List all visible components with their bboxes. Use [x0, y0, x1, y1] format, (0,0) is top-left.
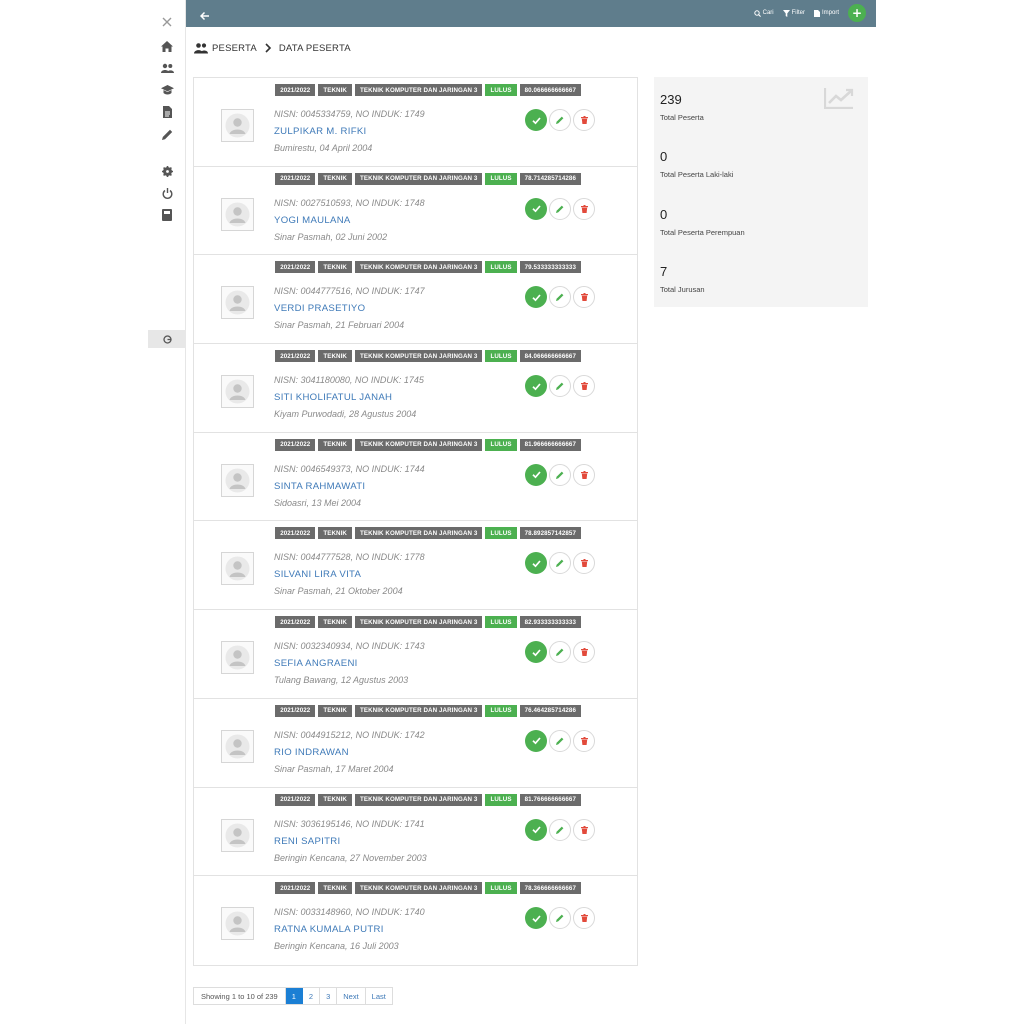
action-group	[525, 552, 595, 574]
trash-icon	[581, 914, 588, 922]
nisn-line	[274, 730, 425, 740]
participant-info	[274, 641, 425, 685]
score-badge: 80.066666666667	[520, 84, 581, 96]
delete-button[interactable]	[573, 907, 595, 929]
logout-icon[interactable]	[148, 330, 186, 348]
trash-icon	[581, 382, 588, 390]
no-induk-text: , NO INDUK: 1745	[349, 375, 424, 386]
birth-place-date: Tulang Bawang, 12 Agustus 2003	[274, 675, 409, 686]
action-group	[525, 730, 595, 752]
year-badge: 2021/2022	[275, 173, 315, 185]
trash-icon	[581, 471, 588, 479]
participant-card	[194, 255, 637, 344]
user-placeholder-icon	[225, 202, 250, 227]
approve-button[interactable]	[525, 109, 547, 131]
major-badge: TEKNIK KOMPUTER DAN JARINGAN 3	[355, 350, 482, 362]
avatar	[221, 552, 254, 585]
check-icon	[532, 293, 541, 302]
participant-info	[274, 198, 425, 242]
page-2-button[interactable]: 2	[303, 988, 320, 1004]
no-induk-text: , NO INDUK: 1743	[350, 641, 425, 652]
badge-group	[275, 705, 581, 717]
participant-card	[194, 610, 637, 699]
year-badge: 2021/2022	[275, 84, 315, 96]
badge-group	[275, 261, 581, 273]
trash-icon	[581, 648, 588, 656]
year-badge: 2021/2022	[275, 616, 315, 628]
add-button[interactable]: +	[848, 4, 866, 22]
major-badge: TEKNIK KOMPUTER DAN JARINGAN 3	[355, 261, 482, 273]
participant-card	[194, 344, 637, 433]
birth-place-date: Bumirestu, 04 April 2004	[274, 143, 373, 153]
user-placeholder-icon	[225, 468, 250, 493]
no-induk-text: , NO INDUK: 1742	[350, 729, 425, 740]
edit-button[interactable]	[549, 819, 571, 841]
nisn-text: NISN: 0033148960	[274, 907, 351, 918]
approve-button[interactable]	[525, 819, 547, 841]
participant-info	[274, 907, 425, 951]
edit-button[interactable]	[549, 907, 571, 929]
delete-button[interactable]	[573, 109, 595, 131]
no-induk-text: , NO INDUK: 1778	[350, 552, 425, 563]
nisn-text: NISN: 0027510593	[274, 197, 351, 208]
arrow-left-icon[interactable]	[200, 6, 214, 20]
stats-panel	[654, 77, 868, 307]
participant-card	[194, 167, 637, 256]
chevron-right-icon	[264, 43, 272, 53]
participant-card	[194, 699, 637, 788]
participant-name-link[interactable]: YOGI MAULANA	[274, 214, 351, 226]
filter-button[interactable]	[783, 10, 805, 17]
participant-card	[194, 78, 637, 167]
users-icon	[194, 42, 208, 54]
major-badge: TEKNIK KOMPUTER DAN JARINGAN 3	[355, 705, 482, 717]
approve-button[interactable]	[525, 198, 547, 220]
approve-button[interactable]	[525, 375, 547, 397]
pagination	[193, 987, 393, 1005]
participant-card	[194, 876, 637, 965]
home-icon[interactable]	[148, 36, 186, 56]
user-placeholder-icon	[225, 290, 250, 315]
major-badge: TEKNIK KOMPUTER DAN JARINGAN 3	[355, 84, 482, 96]
participant-name-link[interactable]: SINTA RAHMAWATI	[274, 480, 366, 492]
badge-group	[275, 616, 581, 628]
nisn-line	[274, 819, 427, 829]
edit-button[interactable]	[549, 109, 571, 131]
nisn-line	[274, 198, 425, 208]
score-badge: 81.966666666667	[520, 439, 581, 451]
participant-info	[274, 109, 425, 153]
pencil-icon	[556, 648, 564, 656]
year-badge: 2021/2022	[275, 261, 315, 273]
participant-info	[274, 286, 425, 330]
badge-group	[275, 439, 581, 451]
field-badge: TEKNIK	[318, 84, 352, 96]
avatar	[221, 907, 254, 940]
approve-button[interactable]	[525, 464, 547, 486]
user-placeholder-icon	[225, 113, 250, 138]
trash-icon	[581, 116, 588, 124]
action-group	[525, 109, 595, 131]
badge-group	[275, 527, 581, 539]
participant-info	[274, 552, 425, 596]
birth-place-date: Sinar Pasmah, 17 Maret 2004	[274, 763, 394, 774]
status-badge: LULUS	[485, 84, 516, 96]
user-placeholder-icon	[225, 911, 250, 936]
search-button[interactable]	[754, 10, 774, 17]
stat-value: 0	[660, 149, 668, 164]
edit-button[interactable]	[549, 641, 571, 663]
score-badge: 78.714285714286	[520, 173, 581, 185]
field-badge: TEKNIK	[318, 439, 352, 451]
trash-icon	[581, 559, 588, 567]
birth-place-date: Beringin Kencana, 27 November 2003	[274, 852, 427, 863]
stat-value: 239	[660, 92, 682, 107]
delete-button[interactable]	[573, 819, 595, 841]
birth-place-date: Sinar Pasmah, 21 Februari 2004	[274, 320, 405, 331]
delete-button[interactable]	[573, 641, 595, 663]
edit-button[interactable]	[549, 375, 571, 397]
user-placeholder-icon	[225, 379, 250, 404]
trash-icon	[581, 737, 588, 745]
score-badge: 81.766666666667	[520, 794, 581, 806]
major-badge: TEKNIK KOMPUTER DAN JARINGAN 3	[355, 616, 482, 628]
user-placeholder-icon	[225, 823, 250, 848]
breadcrumb	[194, 42, 351, 54]
graduation-cap-icon[interactable]	[148, 80, 186, 100]
score-badge: 82.933333333333	[520, 616, 581, 628]
last-button[interactable]: Last	[371, 991, 386, 1001]
check-icon	[532, 648, 541, 657]
next-button[interactable]: Next	[337, 988, 365, 1004]
delete-button[interactable]	[573, 198, 595, 220]
participant-info	[274, 819, 427, 863]
check-icon	[532, 470, 541, 479]
participant-name-link[interactable]: SILVANI LIRA VITA	[274, 569, 362, 581]
approve-button[interactable]	[525, 907, 547, 929]
action-group	[525, 464, 595, 486]
participant-name-link[interactable]: SEFIA ANGRAENI	[274, 658, 358, 670]
document-icon[interactable]	[148, 102, 186, 122]
year-badge: 2021/2022	[275, 527, 315, 539]
stat-label: Total Peserta Laki-laki	[660, 170, 734, 179]
nisn-line	[274, 641, 425, 651]
stat-value: 0	[660, 207, 668, 222]
trash-icon	[581, 826, 588, 834]
birth-place-date: Sinar Pasmah, 21 Oktober 2004	[274, 586, 403, 597]
filter-icon	[783, 10, 790, 17]
stat-label: Total Peserta Perempuan	[660, 228, 745, 237]
field-badge: TEKNIK	[318, 794, 352, 806]
participant-card	[194, 788, 637, 877]
check-icon	[532, 914, 541, 923]
check-icon	[532, 382, 541, 391]
nisn-text: NISN: 3041180080	[274, 375, 350, 386]
participant-name-link[interactable]: SITI KHOLIFATUL JANAH	[274, 392, 393, 404]
score-badge: 79.533333333333	[520, 261, 581, 273]
field-badge: TEKNIK	[318, 527, 352, 539]
major-badge: TEKNIK KOMPUTER DAN JARINGAN 3	[355, 439, 482, 451]
avatar	[221, 286, 254, 319]
book-icon[interactable]	[148, 205, 186, 225]
nisn-text: NISN: 0046549373	[274, 463, 351, 474]
status-badge: LULUS	[485, 616, 516, 628]
year-badge: 2021/2022	[275, 882, 315, 894]
action-group	[525, 907, 595, 929]
nisn-line	[274, 109, 425, 119]
status-badge: LULUS	[485, 527, 516, 539]
nisn-line	[274, 286, 425, 296]
score-badge: 76.464285714286	[520, 705, 581, 717]
score-badge: 78.892857142857	[520, 527, 581, 539]
import-label: Import	[821, 10, 839, 16]
nisn-line	[274, 375, 424, 385]
delete-button[interactable]	[573, 464, 595, 486]
filter-label: Filter	[791, 10, 805, 16]
approve-button[interactable]	[525, 286, 547, 308]
avatar	[221, 730, 254, 763]
check-icon	[532, 825, 541, 834]
participant-list	[193, 77, 638, 966]
birth-place-date: Beringin Kencana, 16 Juli 2003	[274, 941, 399, 952]
top-actions	[754, 4, 866, 22]
field-badge: TEKNIK	[318, 882, 352, 894]
field-badge: TEKNIK	[318, 705, 352, 717]
nisn-line	[274, 552, 425, 562]
pencil-icon	[556, 293, 564, 301]
pencil-icon	[556, 116, 564, 124]
trash-icon	[581, 293, 588, 301]
participant-info	[274, 730, 425, 774]
avatar	[221, 464, 254, 497]
approve-button[interactable]	[525, 641, 547, 663]
delete-button[interactable]	[573, 552, 595, 574]
status-badge: LULUS	[485, 794, 516, 806]
top-bar	[186, 0, 876, 27]
import-button[interactable]	[814, 10, 839, 17]
pencil-icon	[556, 914, 564, 922]
pencil-icon	[556, 471, 564, 479]
score-badge: 84.066666666667	[520, 350, 581, 362]
participant-name-link[interactable]: ZULPIKAR M. RIFKI	[274, 126, 367, 137]
avatar	[221, 375, 254, 408]
edit-button[interactable]	[549, 198, 571, 220]
power-icon[interactable]	[148, 183, 186, 203]
no-induk-text: , NO INDUK: 1744	[350, 463, 425, 474]
search-label: Cari	[762, 10, 774, 16]
page-3-button[interactable]: 3	[320, 988, 337, 1004]
stat-total-peserta	[660, 92, 704, 122]
participant-name-link[interactable]: RENI SAPITRI	[274, 835, 341, 847]
year-badge: 2021/2022	[275, 794, 315, 806]
no-induk-text: , NO INDUK: 1741	[350, 818, 425, 829]
status-badge: LULUS	[485, 882, 516, 894]
trash-icon	[581, 205, 588, 213]
avatar	[221, 109, 254, 142]
breadcrumb-current: DATA PESERTA	[278, 42, 351, 54]
major-badge: TEKNIK KOMPUTER DAN JARINGAN 3	[355, 794, 482, 806]
field-badge: TEKNIK	[318, 173, 352, 185]
user-placeholder-icon	[225, 645, 250, 670]
nisn-text: NISN: 0032340934	[274, 641, 351, 652]
pencil-icon	[556, 737, 564, 745]
participant-name-link[interactable]: VERDI PRASETIYO	[274, 303, 366, 315]
avatar	[221, 819, 254, 852]
nisn-text: NISN: 0044915212	[274, 729, 351, 740]
pagination-info: Showing 1 to 10 of 239	[194, 988, 286, 1004]
pencil-icon[interactable]	[148, 124, 186, 144]
badge-group	[275, 882, 581, 894]
edit-button[interactable]	[549, 464, 571, 486]
avatar	[221, 641, 254, 674]
status-badge: LULUS	[485, 705, 516, 717]
edit-button[interactable]	[549, 552, 571, 574]
sidebar	[148, 0, 186, 1024]
no-induk-text: , NO INDUK: 1740	[350, 907, 425, 918]
edit-button[interactable]	[549, 286, 571, 308]
field-badge: TEKNIK	[318, 616, 352, 628]
birth-place-date: Kiyam Purwodadi, 28 Agustus 2004	[274, 409, 417, 420]
status-badge: LULUS	[485, 439, 516, 451]
approve-button[interactable]	[525, 552, 547, 574]
participant-card	[194, 521, 637, 610]
year-badge: 2021/2022	[275, 705, 315, 717]
participant-info	[274, 375, 424, 419]
stat-total-perempuan	[660, 207, 745, 237]
badge-group	[275, 350, 581, 362]
delete-button[interactable]	[573, 730, 595, 752]
avatar	[221, 198, 254, 231]
pencil-icon	[556, 559, 564, 567]
search-icon	[754, 10, 761, 17]
delete-button[interactable]	[573, 286, 595, 308]
breadcrumb-root[interactable]: PESERTA	[212, 42, 257, 54]
chart-line-icon	[824, 87, 854, 109]
birth-place-date: Sidoasri, 13 Mei 2004	[274, 497, 362, 508]
nisn-text: NISN: 0044777528	[274, 552, 351, 563]
file-icon	[814, 10, 820, 17]
major-badge: TEKNIK KOMPUTER DAN JARINGAN 3	[355, 173, 482, 185]
major-badge: TEKNIK KOMPUTER DAN JARINGAN 3	[355, 527, 482, 539]
check-icon	[532, 204, 541, 213]
status-badge: LULUS	[485, 261, 516, 273]
year-badge: 2021/2022	[275, 439, 315, 451]
field-badge: TEKNIK	[318, 350, 352, 362]
user-placeholder-icon	[225, 734, 250, 759]
stat-total-jurusan	[660, 264, 705, 294]
birth-place-date: Sinar Pasmah, 02 Juni 2002	[274, 231, 388, 242]
score-badge: 78.366666666667	[520, 882, 581, 894]
participant-name-link[interactable]: RATNA KUMALA PUTRI	[274, 924, 384, 936]
status-badge: LULUS	[485, 350, 516, 362]
badge-group	[275, 84, 581, 96]
approve-button[interactable]	[525, 730, 547, 752]
participant-name-link[interactable]: RIO INDRAWAN	[274, 746, 349, 758]
nisn-line	[274, 464, 425, 474]
no-induk-text: , NO INDUK: 1747	[350, 286, 425, 297]
stat-total-laki-laki	[660, 149, 733, 179]
badge-group	[275, 794, 581, 806]
field-badge: TEKNIK	[318, 261, 352, 273]
pencil-icon	[556, 382, 564, 390]
pencil-icon	[556, 826, 564, 834]
action-group	[525, 819, 595, 841]
page-1-button[interactable]: 1	[286, 988, 303, 1004]
nisn-text: NISN: 0045334759	[274, 109, 351, 119]
check-icon	[532, 116, 541, 125]
action-group	[525, 286, 595, 308]
pencil-icon	[556, 205, 564, 213]
major-badge: TEKNIK KOMPUTER DAN JARINGAN 3	[355, 882, 482, 894]
close-icon[interactable]	[148, 12, 186, 32]
no-induk-text: , NO INDUK: 1748	[350, 197, 425, 208]
check-icon	[532, 736, 541, 745]
stat-value: 7	[660, 264, 668, 279]
status-badge: LULUS	[485, 173, 516, 185]
participant-info	[274, 464, 425, 508]
edit-button[interactable]	[549, 730, 571, 752]
stat-label: Total Jurusan	[660, 285, 705, 294]
no-induk-text: , NO INDUK: 1749	[350, 109, 425, 119]
badge-group	[275, 173, 581, 185]
check-icon	[532, 559, 541, 568]
participant-card	[194, 433, 637, 522]
action-group	[525, 641, 595, 663]
user-placeholder-icon	[225, 556, 250, 581]
nisn-text: NISN: 0044777516	[274, 286, 351, 297]
gear-icon[interactable]	[148, 161, 186, 181]
users-icon[interactable]	[148, 58, 186, 78]
action-group	[525, 198, 595, 220]
nisn-line	[274, 907, 425, 917]
year-badge: 2021/2022	[275, 350, 315, 362]
delete-button[interactable]	[573, 375, 595, 397]
nisn-text: NISN: 3036195146	[274, 818, 351, 829]
action-group	[525, 375, 595, 397]
stat-label: Total Peserta	[660, 113, 704, 122]
